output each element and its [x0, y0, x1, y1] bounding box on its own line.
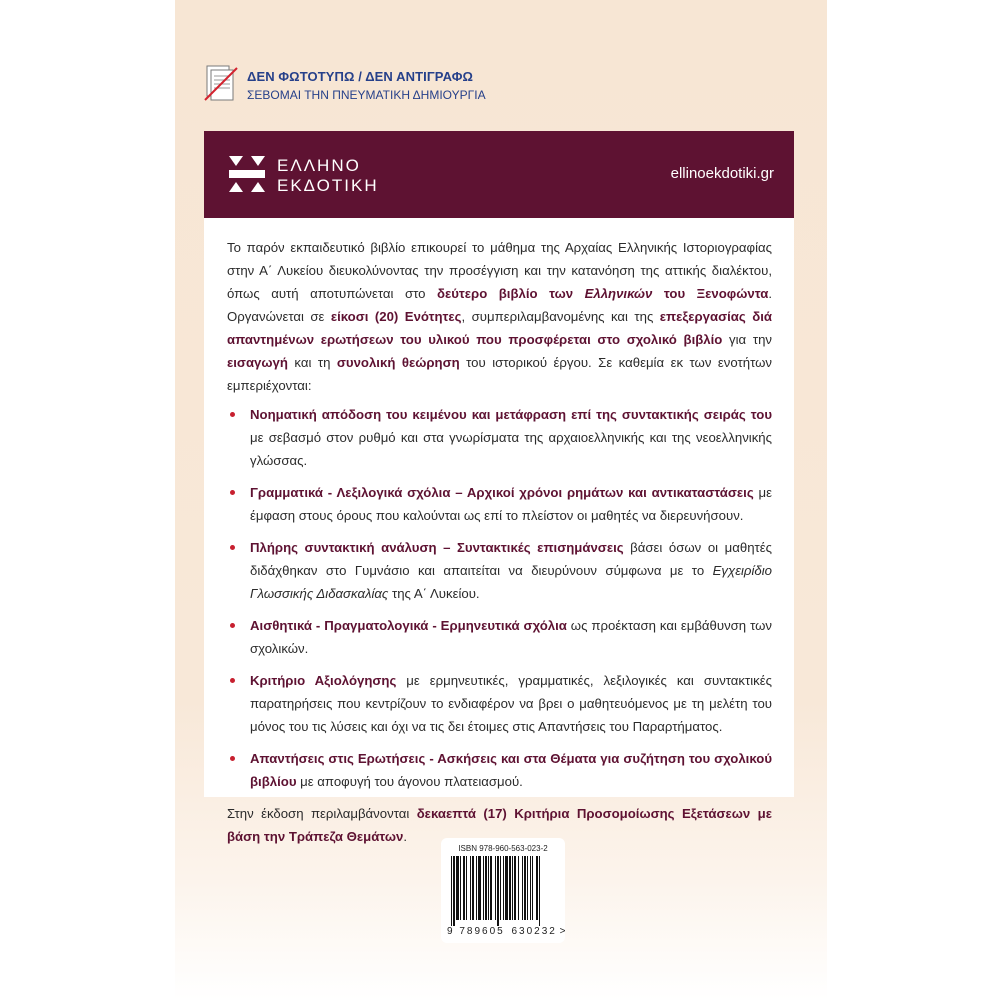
bullet-dot-icon	[230, 756, 235, 761]
book-description	[227, 236, 772, 848]
publisher-name-line1: ΕΛΛΗΝΟ	[277, 156, 361, 175]
intro-bold-text: δεύτερο βιβλίο των	[436, 286, 585, 301]
copyright-notice	[203, 64, 503, 104]
intro-text-2: . Οργανώνεται σε	[227, 286, 773, 324]
publisher-name-line2: ΕΚΔΟΤΙΚΗ	[277, 176, 379, 195]
intro-text-6: του ιστορικού έργου. Σε καθεμία εκ των ενοτήτων εμπεριέχονται:	[227, 355, 772, 393]
barcode-icon	[449, 856, 557, 926]
intro-text-5: και τη	[287, 355, 337, 370]
bullet-dot-icon	[230, 412, 235, 417]
list-item-text: με σεβασμό στον ρυθμό και στα γνωρίσματα της αρχαιοελληνικής και της νεοελληνικής γλώσσας.	[250, 430, 772, 468]
bullet-dot-icon	[230, 678, 235, 683]
list-item-text: με ερμηνευτικές, γραμματικές, λεξιλογικές και συντακτικές παρατηρήσεις που κεντρίζουν το ενδιαφέρον να βρει ο μαθητευόμενος με τη μελέτη του μόνος του τις λύσεις και όχι να τις δει έτοιμες στις Απαντήσεις του Παραρτήματος.	[250, 673, 772, 734]
intro-bold-3: επεξεργασίας διά απαντημένων ερωτήσεων του υλικού που προσφέρεται στο σχολικό βιβλίο	[227, 309, 772, 347]
notice-subtitle: ΣΕΒΟΜΑΙ ΤΗΝ ΠΝΕΥΜΑΤΙΚΗ ΔΗΜΙΟΥΡΓΙΑ	[247, 88, 486, 102]
intro-text: Το παρόν εκπαιδευτικό βιβλίο επικουρεί το μάθημα της Αρχαίας Ελληνικής Ιστοριογραφίας στην Α΄ Λυκείου διευκολύνοντας την προσέγγιση και την κατανόηση της αττικής διαλέκτου, όπως αυτή αποτυπώνεται στο	[227, 240, 772, 301]
list-item-title: Πλήρης συντακτική ανάλυση – Συντακτικές επισημάνσεις	[250, 540, 624, 555]
bullet-dot-icon	[230, 623, 235, 628]
description-panel	[204, 131, 794, 844]
list-item-text: με έμφαση στους όρους που καλούνται ως επί το πλείστον οι μαθητές να διερευνήσουν.	[250, 485, 772, 523]
contents-list	[227, 403, 772, 793]
list-item-title: Νοηματική απόδοση του κειμένου και μετάφραση επί της συντακτικής σειράς του	[250, 407, 772, 422]
barcode-digits-right: 630232	[511, 926, 557, 937]
list-item-title: Κριτήριο Αξιολόγησης	[250, 673, 397, 688]
barcode-label	[441, 838, 565, 943]
list-item	[227, 536, 772, 605]
list-item	[227, 403, 772, 472]
barcode-digits	[447, 926, 566, 937]
barcode-arrow: >	[559, 926, 566, 937]
list-item-italic: Εγχειρίδιο Γλωσσικής Διδασκαλίας	[250, 563, 772, 601]
list-item-text: βάσει όσων οι μαθητές διδάχθηκαν στο Γυμνάσιο και απαιτείται να διευρύνουν σύμφωνα με το	[250, 540, 772, 578]
barcode-digits-left: 789605	[459, 926, 505, 937]
list-item	[227, 614, 772, 660]
publisher-website[interactable]: ellinoekdotiki.gr	[670, 165, 774, 182]
list-item-title: Απαντήσεις στις Ερωτήσεις - Ασκήσεις και στα Θέματα για συζήτηση του σχολικού βιβλίου	[250, 751, 772, 789]
list-item	[227, 669, 772, 738]
barcode-digit-prefix: 9	[447, 926, 453, 937]
no-photocopy-icon	[203, 64, 239, 102]
intro-bold-2: είκοσι (20) Ενότητες	[330, 309, 462, 324]
intro-bold-text-2: του Ξενοφώντα	[652, 286, 769, 301]
intro-paragraph	[227, 236, 772, 397]
intro-bold-italic: Ελληνικών	[584, 286, 653, 301]
closing-text: Στην έκδοση περιλαμβάνονται	[227, 806, 417, 821]
closing-text-2: .	[403, 829, 407, 844]
intro-bold	[437, 286, 768, 301]
list-item	[227, 481, 772, 527]
list-item-text: με αποφυγή του άγονου πλατειασμού.	[296, 774, 523, 789]
isbn-number: ISBN 978-960-563-023-2	[458, 844, 548, 853]
list-item-title: Αισθητικά - Πραγματολογικά - Ερμηνευτικά σχόλια	[250, 618, 567, 633]
publisher-banner	[204, 131, 794, 218]
intro-bold-4: εισαγωγή	[227, 355, 288, 370]
intro-bold-5: συνολική θεώρηση	[336, 355, 460, 370]
list-item-text-2: της Α΄ Λυκείου.	[388, 586, 480, 601]
list-item	[227, 747, 772, 793]
notice-title: ΔΕΝ ΦΩΤΟΤΥΠΩ / ΔΕΝ ΑΝΤΙΓΡΑΦΩ	[247, 69, 474, 84]
intro-text-4: για την	[722, 332, 772, 347]
closing-bold: δεκαεπτά (17) Κριτήρια Προσομοίωσης Εξετάσεων με βάση την Τράπεζα Θεμάτων	[227, 806, 772, 844]
bullet-dot-icon	[230, 490, 235, 495]
list-item-text: ως προέκταση και εμβάθυνση των σχολικών.	[250, 618, 773, 656]
publisher-logo-icon	[227, 154, 267, 194]
intro-text-3: , συμπεριλαμβανομένης και της	[461, 309, 660, 324]
bullet-dot-icon	[230, 545, 235, 550]
list-item-title: Γραμματικά - Λεξιλογικά σχόλια – Αρχικοί χρόνοι ρημάτων και αντικαταστάσεις	[250, 485, 754, 500]
